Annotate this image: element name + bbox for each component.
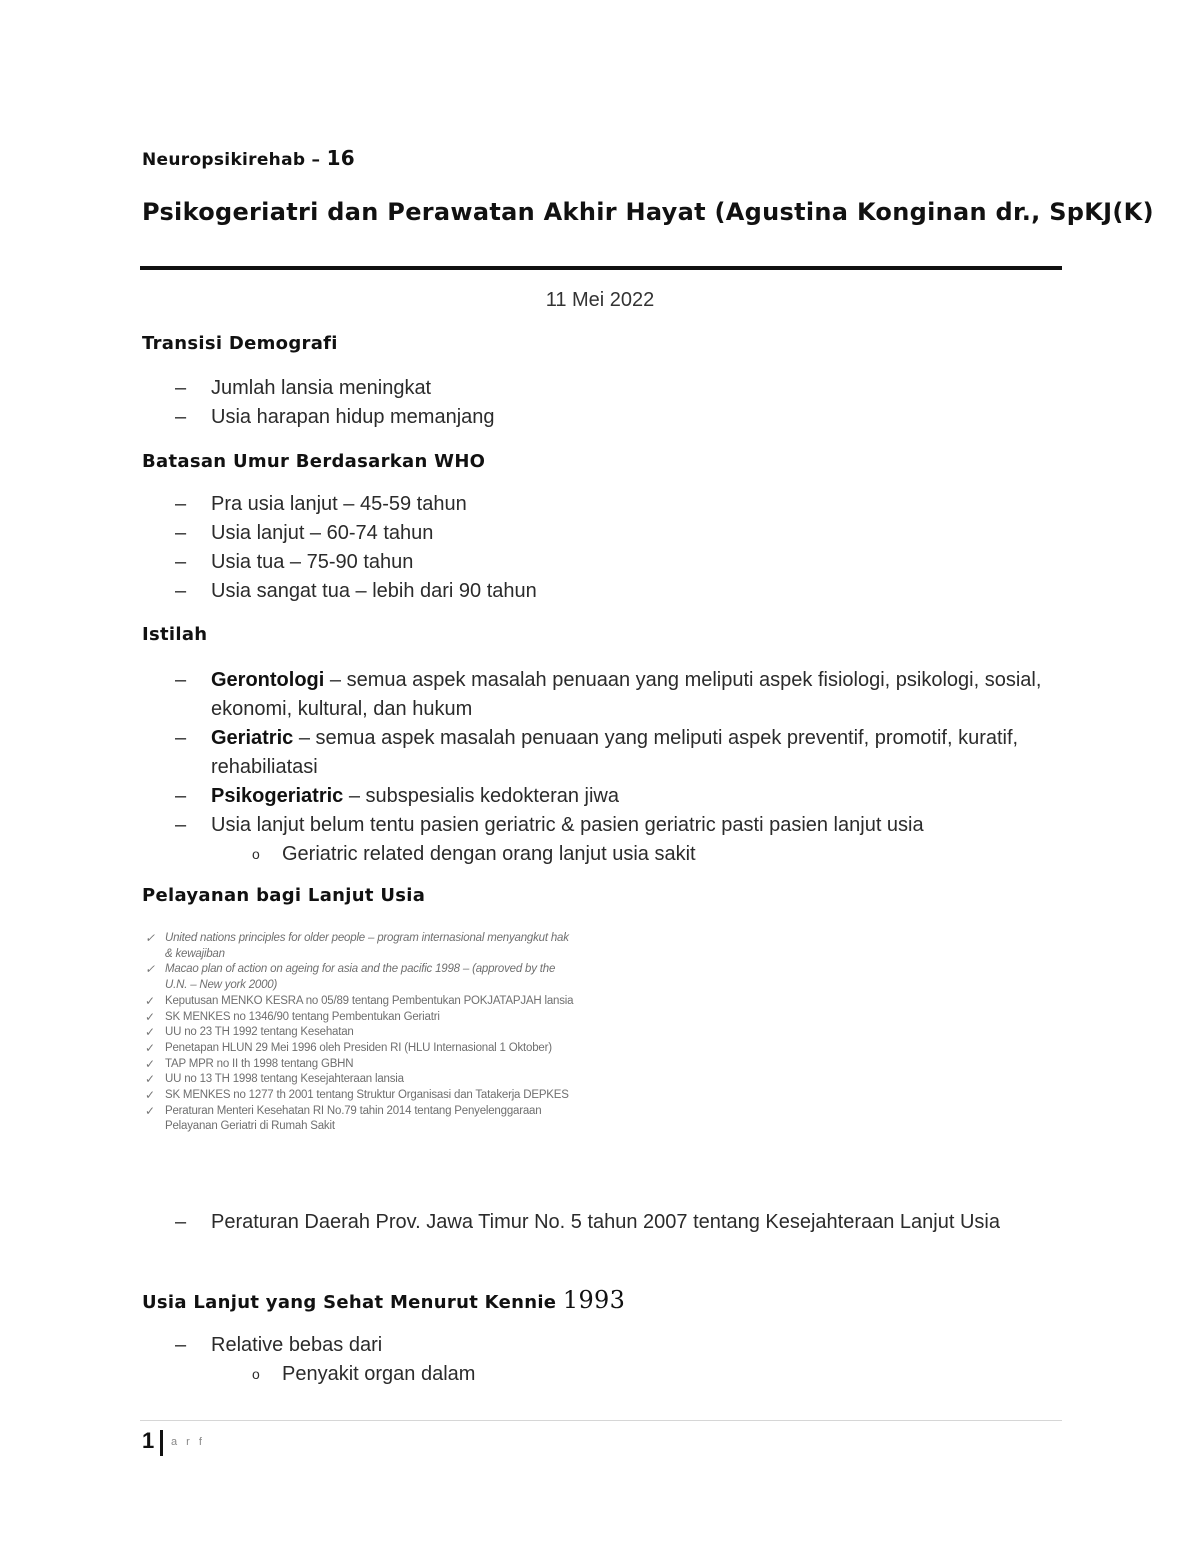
list-item [175, 374, 1065, 403]
regulation-item [145, 1088, 575, 1104]
list-item [175, 811, 1065, 840]
sub-list-item [175, 840, 1065, 869]
circle-bullet: o [252, 1366, 260, 1382]
item-text: Peraturan Daerah Prov. Jawa Timur No. 5 tahun 2007 tentang Kesejahteraan Lanjut Usia [211, 1211, 1000, 1233]
footer-tag: a r f [171, 1436, 205, 1448]
check-icon: ✓ [145, 1009, 155, 1024]
regulation-text: TAP MPR no II th 1998 tentang GBHN [165, 1057, 354, 1070]
dash-bullet: – [175, 1211, 187, 1233]
item-text: Usia sangat tua – lebih dari 90 tahun [211, 580, 537, 602]
list-batasan [175, 490, 1065, 606]
item-text: Relative bebas dari [211, 1334, 383, 1356]
embedded-regulations-image [145, 931, 575, 1135]
page-number: 1 [142, 1428, 155, 1453]
item-text: Usia lanjut – 60-74 tahun [211, 522, 434, 544]
list-item [175, 577, 1065, 606]
term-psikogeriatric: Psikogeriatric [211, 785, 344, 807]
list-item [175, 548, 1065, 577]
list-item [175, 666, 1065, 724]
regulation-text: Penetapan HLUN 29 Mei 1996 oleh Presiden RI (HLU Internasional 1 Oktober) [165, 1041, 552, 1054]
document-title: Psikogeriatri dan Perawatan Akhir Hayat (Agustina Konginan dr., SpKJ(K) [142, 198, 1154, 226]
heading-istilah: Istilah [142, 624, 208, 645]
heading-year: 1993 [562, 1286, 626, 1314]
list-pelayanan [175, 1208, 1065, 1237]
list-item [175, 1331, 1065, 1360]
item-text: Geriatric related dengan orang lanjut usia sakit [282, 843, 696, 865]
term-geriatric: Geriatric [211, 727, 294, 749]
heading-text: Usia Lanjut yang Sehat Menurut Kennie [142, 1292, 563, 1313]
check-icon: ✓ [145, 1056, 155, 1071]
regulation-item [145, 994, 575, 1010]
regulation-item [145, 931, 575, 962]
item-text: Usia tua – 75-90 tahun [211, 551, 414, 573]
dash-bullet: – [175, 493, 187, 515]
regulation-item [145, 1104, 575, 1135]
dash-bullet: – [175, 580, 187, 602]
regulation-text: SK MENKES no 1346/90 tentang Pembentukan Geriatri [165, 1010, 440, 1023]
list-sehat [175, 1331, 1065, 1389]
regulation-text: SK MENKES no 1277 th 2001 tentang Struktur Organisasi dan Tatakerja DEPKES [165, 1089, 569, 1102]
item-text: Pra usia lanjut – 45-59 tahun [211, 493, 467, 515]
regulation-text: Macao plan of action on ageing for asia and the pacific 1998 – (approved by the U.N. – New york 2000) [165, 963, 556, 992]
check-icon: ✓ [145, 931, 155, 945]
dash-bullet: – [175, 727, 187, 749]
sub-list-item [175, 1360, 1065, 1389]
regulation-text: Peraturan Menteri Kesehatan RI No.79 tahin 2014 tentang Penyelenggaraan Pelayanan Geriatri di Rumah Sakit [165, 1104, 542, 1133]
regulation-text: UU no 23 TH 1992 tentang Kesehatan [165, 1026, 354, 1039]
regulation-item [145, 1057, 575, 1073]
item-text: Usia lanjut belum tentu pasien geriatric & pasien geriatric pasti pasien lanjut usia [211, 814, 924, 836]
regulation-item [145, 962, 575, 993]
list-item [175, 782, 1065, 811]
document-date: 11 Mei 2022 [545, 289, 655, 311]
list-item [175, 490, 1065, 519]
dash-bullet: – [175, 814, 187, 836]
check-icon: ✓ [145, 993, 155, 1008]
check-icon: ✓ [145, 1088, 155, 1103]
item-text: – semua aspek masalah penuaan yang meliputi aspek preventif, promotif, kuratif, rehabiliatasi [211, 727, 1019, 778]
list-item [175, 1208, 1065, 1237]
regulation-text: Keputusan MENKO KESRA no 05/89 tentang Pembentukan POKJATAPJAH lansia [165, 994, 574, 1007]
list-item [175, 519, 1065, 548]
heading-pelayanan: Pelayanan bagi Lanjut Usia [142, 885, 426, 906]
heading-batasan-umur: Batasan Umur Berdasarkan WHO [142, 451, 486, 472]
item-text: – semua aspek masalah penuaan yang meliputi aspek fisiologi, psikologi, sosial, ekonomi, kultural, dan hukum [211, 669, 1042, 720]
dash-bullet: – [175, 1334, 187, 1356]
dash-bullet: – [175, 669, 187, 691]
list-item [175, 724, 1065, 782]
dash-bullet: – [175, 522, 187, 544]
item-text: Jumlah lansia meningkat [211, 377, 432, 399]
dash-bullet: – [175, 785, 187, 807]
check-icon: ✓ [145, 1072, 155, 1087]
page-number-bar [160, 1430, 163, 1456]
regulation-text: UU no 13 TH 1998 tentang Kesejahteraan lansia [165, 1073, 404, 1086]
regulation-item [145, 1072, 575, 1088]
check-icon: ✓ [145, 1025, 155, 1040]
item-text: Penyakit organ dalam [282, 1363, 476, 1385]
course-name: Neuropsikirehab – [142, 150, 327, 170]
item-text: Usia harapan hidup memanjang [211, 406, 495, 428]
footer-divider [140, 1420, 1062, 1421]
list-transisi [175, 374, 1065, 432]
course-label [142, 146, 355, 170]
item-text: – subspesialis kedokteran jiwa [343, 785, 619, 807]
list-item [175, 403, 1065, 432]
course-number: 16 [326, 146, 356, 170]
check-icon: ✓ [145, 962, 155, 977]
dash-bullet: – [175, 551, 187, 573]
term-gerontologi: Gerontologi [211, 669, 325, 691]
dash-bullet: – [175, 406, 187, 428]
heading-usia-lanjut-sehat [142, 1286, 625, 1314]
regulation-item [145, 1041, 575, 1057]
regulation-item [145, 1010, 575, 1026]
list-istilah [175, 666, 1065, 869]
dash-bullet: – [175, 377, 187, 399]
check-icon: ✓ [145, 1103, 155, 1118]
regulation-text: United nations principles for older people – program internasional menyangkut hak & kewajiban [165, 932, 569, 960]
circle-bullet: o [252, 846, 260, 862]
check-icon: ✓ [145, 1040, 155, 1055]
heading-transisi-demografi: Transisi Demografi [142, 333, 338, 354]
regulation-item [145, 1025, 575, 1041]
title-divider [140, 266, 1062, 270]
